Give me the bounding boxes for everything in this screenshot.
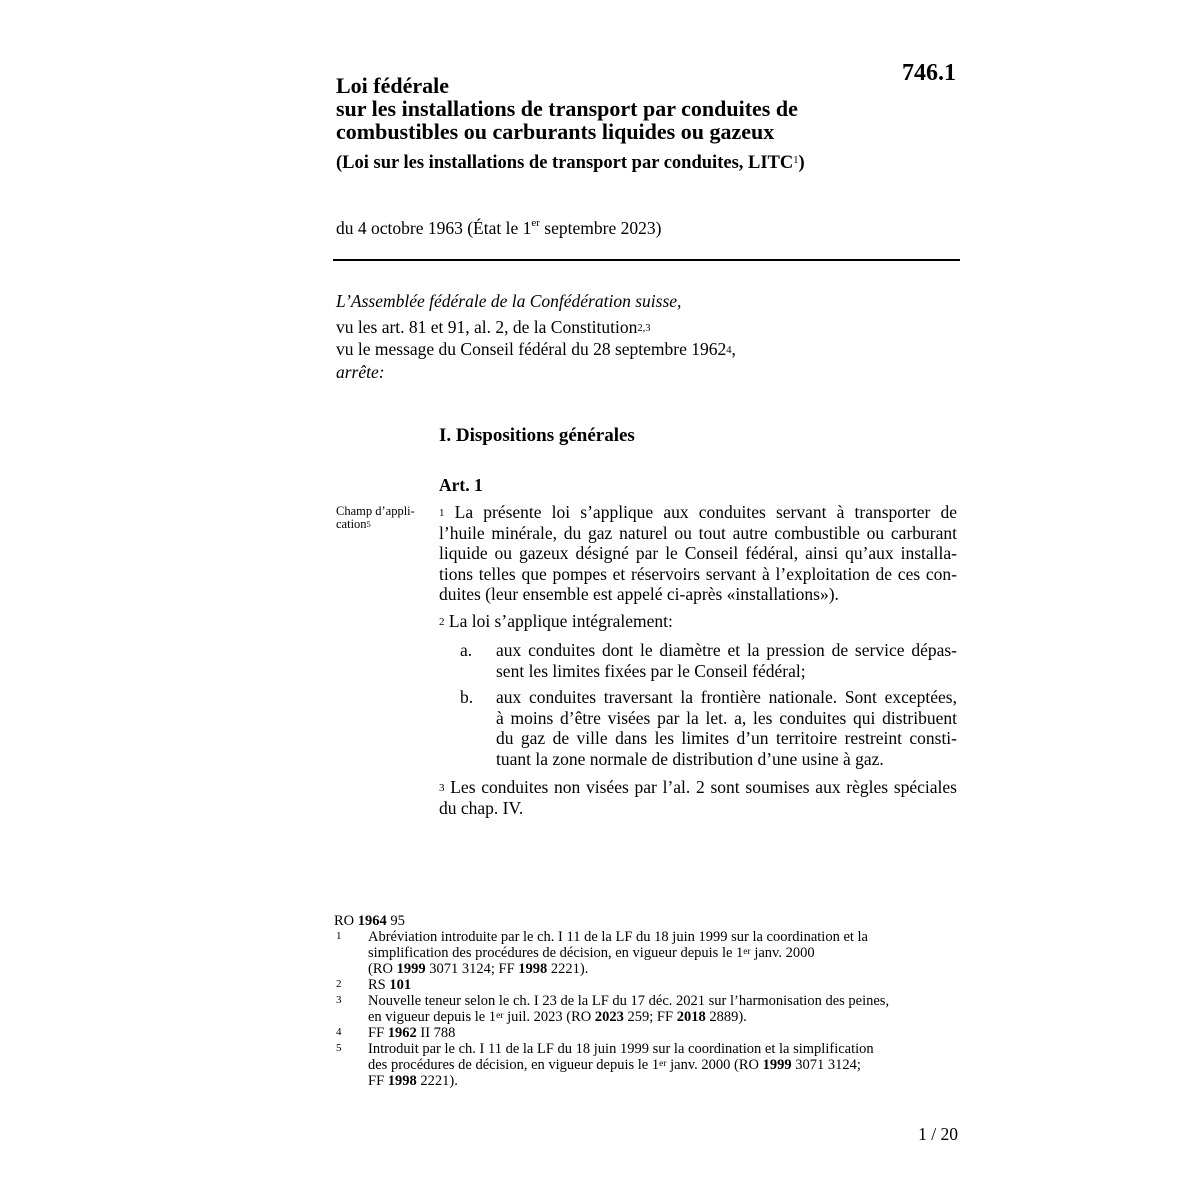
paragraph-text: Les conduites non visées par l’al. 2 sont soumises aux règles spéciales	[444, 777, 957, 797]
chapter-heading: I. Dispositions générales	[439, 425, 635, 446]
footnote-number: 2	[336, 978, 342, 990]
list-letter: b.	[460, 687, 474, 707]
law-title-line: sur les installations de transport par conduites de	[336, 96, 798, 121]
footnote-line: Abréviation introduite par le ch. I 11 de la LF du 18 juin 1999 sur la coordination et la	[368, 929, 868, 945]
paragraph-line: duites (leur ensemble est appelé ci-après «installations»).	[439, 584, 839, 604]
paragraph-line	[439, 611, 957, 632]
short-title-close: )	[798, 153, 805, 173]
fn-sup: er	[743, 947, 751, 957]
marginal-line	[336, 518, 431, 531]
fn-bold: 101	[389, 977, 412, 993]
fn-bold: 1999	[396, 961, 426, 977]
date-line	[336, 218, 661, 239]
paragraph-1	[439, 502, 957, 605]
fn-bold: 1998	[518, 961, 548, 977]
fn-text: simplification des procédures de décision, en vigueur depuis le 1	[368, 945, 744, 961]
footnote-ref[interactable]: 5	[366, 519, 371, 529]
preamble-message	[336, 338, 956, 360]
paragraph-line: l’huile minérale, du gaz naturel ou tout autre combustible ou carburant	[439, 522, 957, 543]
paragraph-number: 1	[439, 507, 445, 519]
fn-text: 3071 3124;	[791, 1057, 861, 1073]
preamble-constitution	[336, 316, 956, 338]
fn-bold: 1998	[387, 1073, 417, 1089]
fn-bold: 2018	[676, 1009, 706, 1025]
fn-text: (RO	[368, 961, 397, 977]
list-text	[496, 687, 957, 769]
paragraph-line	[439, 777, 957, 798]
page-number: 1 / 20	[918, 1124, 958, 1144]
list-line: aux conduites traversant la frontière nationale. Sont exceptées,	[496, 687, 957, 707]
article-heading: Art. 1	[439, 475, 483, 495]
footnote-ref[interactable]: 4	[726, 345, 732, 356]
paragraph-3	[439, 777, 957, 818]
list-line: à moins d’être visées par la let. a, les conduites qui distribuent	[496, 707, 957, 728]
fn-text: 2889).	[705, 1009, 747, 1025]
footnote-line	[368, 1025, 958, 1041]
footnote-5	[334, 1041, 958, 1089]
footnote-number: 5	[336, 1042, 342, 1054]
list-letter: a.	[460, 640, 473, 660]
preamble-constitution-text: vu les art. 81 et 91, al. 2, de la Constitution	[336, 317, 638, 337]
fn-text: 2221).	[416, 1073, 458, 1089]
date-text: du 4 octobre 1963 (État le 1	[336, 218, 532, 238]
footnote-line	[368, 945, 958, 961]
law-short-title	[336, 153, 956, 174]
marginal-note	[336, 505, 431, 531]
fn-text: 2221).	[547, 961, 589, 977]
list-line: aux conduites dont le diamètre et la pression de service dépas-	[496, 640, 957, 660]
fn-text: juil. 2023 (RO	[503, 1009, 595, 1025]
footnote-ref[interactable]: 2,3	[637, 323, 651, 334]
preamble-message-end: ,	[731, 339, 736, 359]
preamble-decision: arrête:	[336, 362, 385, 382]
fn-text: en vigueur depuis le 1	[368, 1009, 497, 1025]
marginal-line: Champ d’appli-	[336, 504, 415, 518]
footnote-2	[334, 977, 958, 993]
fn-text: janv. 2000 (RO	[666, 1057, 763, 1073]
fn-text: des procédures de décision, en vigueur depuis le 1	[368, 1057, 660, 1073]
paragraph-2	[439, 611, 957, 632]
footnote-line	[368, 1057, 958, 1073]
header-divider	[333, 259, 960, 261]
footnote-number: 4	[336, 1026, 342, 1038]
law-title	[336, 74, 896, 143]
fn-sup: er	[659, 1059, 667, 1069]
fn-text: II 788	[416, 1025, 456, 1041]
paragraph-line	[439, 502, 957, 523]
paragraph-line: tions telles que pompes et réservoirs servant à l’exploitation de ces con-	[439, 563, 957, 584]
date-sup: er	[531, 217, 540, 229]
short-title-text: (Loi sur les installations de transport par conduites, LITC	[336, 153, 794, 173]
paragraph-text: La présente loi s’applique aux conduites servant à transporter de	[444, 502, 957, 522]
ro-year: 1964	[357, 913, 387, 929]
footnote-1	[334, 929, 958, 977]
paragraph-number: 3	[439, 782, 445, 794]
paragraph-text: La loi s’applique intégralement:	[444, 611, 673, 631]
list-text	[496, 640, 957, 681]
list-line: du gaz de ville dans les limites d’un territoire restreint consti-	[496, 728, 957, 748]
footnote-line: Nouvelle teneur selon le ch. I 23 de la LF du 17 déc. 2021 sur l’harmonisation des peines,	[368, 993, 890, 1009]
sr-number: 746.1	[902, 60, 956, 86]
law-title-line: combustibles ou carburants liquides ou gazeux	[336, 119, 775, 144]
footnote-line	[368, 961, 958, 977]
fn-bold: 1962	[387, 1025, 417, 1041]
preamble-assembly: L’Assemblée fédérale de la Confédération suisse,	[336, 291, 682, 311]
footnote-line	[368, 977, 958, 993]
list-line: sent les limites fixées par le Conseil fédéral;	[496, 660, 806, 681]
fn-text: janv. 2000	[750, 945, 815, 961]
footnote-number: 3	[336, 994, 342, 1006]
list-line: tuant la zone normale de distribution d’une usine à gaz.	[496, 748, 884, 769]
footnote-line	[368, 1009, 958, 1025]
law-title-line: Loi fédérale	[336, 73, 450, 98]
preamble-message-text: vu le message du Conseil fédéral du 28 septembre 1962	[336, 339, 727, 359]
fn-text: RS	[368, 977, 390, 993]
footnote-4	[334, 1025, 958, 1041]
fn-bold: 1999	[762, 1057, 792, 1073]
preamble	[336, 290, 956, 383]
footnote-line: Introduit par le ch. I 11 de la LF du 18 juin 1999 sur la coordination et la simplification	[368, 1041, 874, 1057]
footnote-line	[368, 1073, 958, 1089]
fn-text: 3071 3124; FF	[425, 961, 519, 977]
footnote-ref[interactable]: 1	[793, 155, 799, 166]
paragraph-line: liquide ou gazeux désigné par le Conseil fédéral, ainsi qu’aux installa-	[439, 543, 957, 563]
fn-text: FF	[368, 1073, 388, 1089]
paragraph-line: du chap. IV.	[439, 797, 524, 818]
official-compilation-ref	[334, 913, 958, 929]
ro-page: 95	[386, 913, 405, 929]
footnote-number: 1	[336, 930, 342, 942]
date-text-end: septembre 2023)	[539, 218, 662, 238]
footnotes	[334, 913, 958, 1089]
paragraph-number: 2	[439, 616, 445, 628]
footnote-3	[334, 993, 958, 1025]
fn-text: FF	[368, 1025, 388, 1041]
fn-text: 259; FF	[623, 1009, 677, 1025]
fn-bold: 2023	[594, 1009, 624, 1025]
fn-sup: er	[496, 1011, 504, 1021]
ro-prefix: RO	[334, 913, 358, 929]
marginal-text: cation	[336, 517, 367, 531]
